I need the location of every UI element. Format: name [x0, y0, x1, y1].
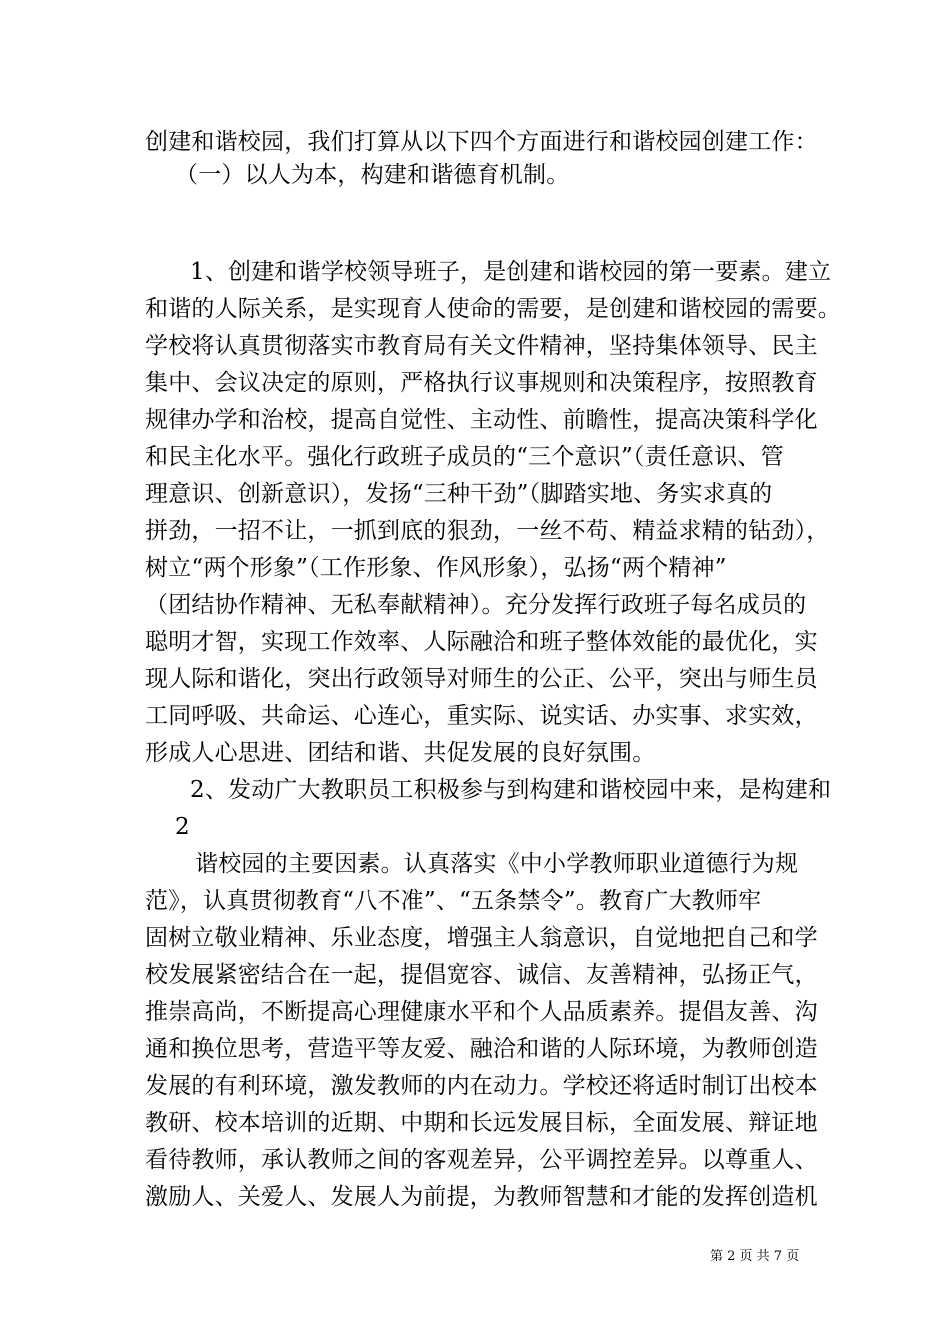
text-line: 和民主化水平。强化行政班子成员的“三个意识”（责任意识、管	[145, 444, 784, 470]
text-line: 固树立敬业精神、乐业态度，增强主人翁意识，自觉地把自己和学	[145, 925, 818, 951]
text-line: 工同呼吸、共命运、心连心，重实际、说实话、办实事、求实效，	[145, 703, 818, 729]
text-line: 发展的有利环境，激发教师的内在动力。学校还将适时制订出校本	[145, 1073, 818, 1099]
text-line: 创建和谐校园，我们打算从以下四个方面进行和谐校园创建工作：	[145, 129, 818, 155]
text-line: 1、创建和谐学校领导班子，是创建和谐校园的第一要素。建立	[190, 259, 832, 285]
text-line: 形成人心思进、团结和谐、共促发展的良好氛围。	[145, 740, 656, 766]
text-line: 理意识、创新意识），发扬“三种干劲”（脚踏实地、务实求真的	[145, 481, 773, 507]
page-marker: 2	[175, 814, 190, 840]
text-line: 2、发动广大教职员工积极参与到构建和谐校园中来，是构建和	[190, 777, 832, 803]
text-line: 和谐的人际关系，是实现育人使命的需要，是创建和谐校园的需要。	[145, 296, 841, 322]
text-line: 学校将认真贯彻落实市教育局有关文件精神，坚持集体领导、民主	[145, 333, 818, 359]
text-line: 树立“两个形象”（工作形象、作风形象），弘扬“两个精神”	[145, 555, 727, 581]
text-line: 现人际和谐化，突出行政领导对师生的公正、公平，突出与师生员	[145, 666, 818, 692]
text-line: 谐校园的主要因素。认真落实《中小学教师职业道德行为规	[195, 851, 799, 877]
text-line: 拼劲，一招不让，一抓到底的狠劲，一丝不苟、精益求精的钻劲），	[145, 518, 830, 544]
text-line: （团结协作精神、无私奉献精神）。充分发挥行政班子每名成员的	[145, 592, 807, 618]
text-line: 激励人、关爱人、发展人为前提，为教师智慧和才能的发挥创造机	[145, 1184, 818, 1210]
text-line: 聪明才智，实现工作效率、人际融洽和班子整体效能的最优化，实	[145, 629, 818, 655]
text-line: 教研、校本培训的近期、中期和长远发展目标，全面发展、辩证地	[145, 1110, 818, 1136]
text-line: 通和换位思考，营造平等友爱、融洽和谐的人际环境，为教师创造	[145, 1036, 818, 1062]
text-line: 规律办学和治校，提高自觉性、主动性、前瞻性，提高决策科学化	[145, 407, 818, 433]
text-line: 推崇高尚，不断提高心理健康水平和个人品质素养。提倡友善、沟	[145, 999, 818, 1025]
text-line: 看待教师，承认教师之间的客观差异，公平调控差异。以尊重人、	[145, 1147, 818, 1173]
text-line: （一）以人为本，构建和谐德育机制。	[175, 162, 570, 188]
text-line: 范》，认真贯彻教育“八不准”、“五条禁令”。教育广大教师牢	[145, 888, 762, 914]
text-line: 校发展紧密结合在一起，提倡宽容、诚信、友善精神，弘扬正气，	[145, 962, 818, 988]
text-line: 集中、会议决定的原则，严格执行议事规则和决策程序，按照教育	[145, 370, 818, 396]
page-footer: 第 2 页 共 7 页	[710, 1249, 800, 1264]
